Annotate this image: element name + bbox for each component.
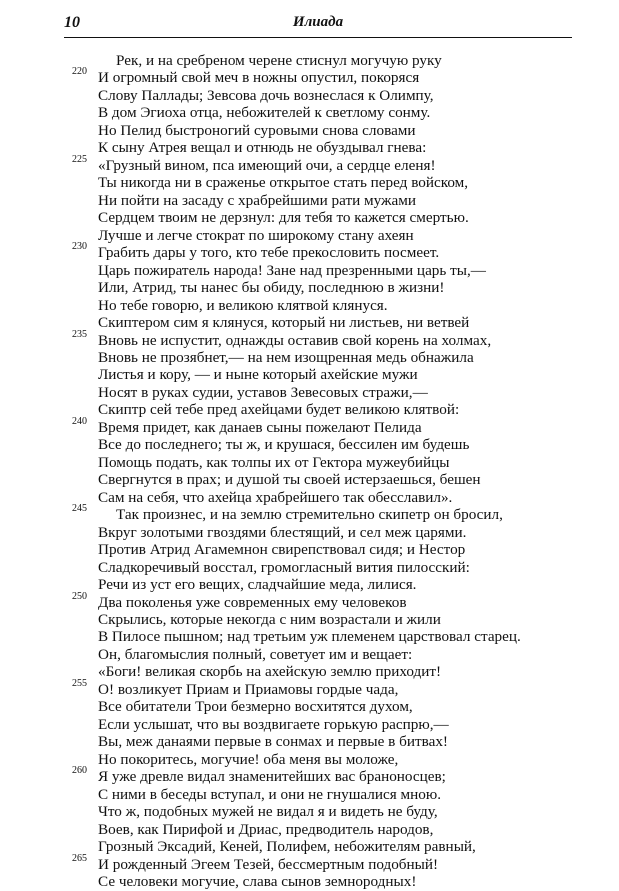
verse-line <box>98 611 568 628</box>
verse-text: Скиптером сим я клянуся, который ни листьев, ни ветвей <box>98 314 470 332</box>
verse-line <box>72 852 568 873</box>
verse-line <box>98 786 568 803</box>
verse-text: Воев, как Пирифой и Дриас, предводитель народов, <box>98 820 434 838</box>
verse-line <box>98 489 568 506</box>
verse-line <box>98 384 568 401</box>
line-number: 230 <box>72 241 87 253</box>
verse-block <box>72 52 568 891</box>
verse-line <box>98 227 568 244</box>
verse-line <box>98 821 568 838</box>
verse-text: В дом Эгиоха отца, небожителей к светлому сонму. <box>98 104 431 122</box>
line-number: 255 <box>72 677 87 689</box>
verse-text: Но тебе говорю, и великою клятвой клянуся. <box>98 296 388 314</box>
verse-line <box>98 209 568 226</box>
verse-text: Грабить дары у того, кто тебе прекословить посмеет. <box>98 244 440 262</box>
verse-text: Два поколенья уже современных ему человеков <box>98 593 407 611</box>
verse-text: Листья и кору, — и ныне который ахейские мужи <box>98 366 418 384</box>
verse-line <box>98 122 568 139</box>
verse-line <box>98 174 568 191</box>
verse-text: Вкруг золотыми гвоздями блестящий, и сел меж царями. <box>98 523 467 541</box>
verse-text: Вновь не испустит, однажды оставив свой корень на холмах, <box>98 331 492 349</box>
verse-line <box>98 401 568 418</box>
verse-text: К сыну Атрея вещал и отнюдь не обуздывал гнева: <box>98 139 427 157</box>
verse-text: С ними в беседы вступал, и они не гнушалися мною. <box>98 785 442 803</box>
verse-line <box>72 677 568 698</box>
verse-line <box>98 262 568 279</box>
verse-text: Но покоритесь, могучие! оба меня вы моложе, <box>98 750 399 768</box>
verse-text: Но Пелид быстроногий суровыми снова словами <box>98 121 416 139</box>
verse-line <box>98 349 568 366</box>
verse-line <box>98 279 568 296</box>
verse-line <box>98 314 568 331</box>
verse-text: Носят в руках судии, уставов Зевесовых стражи,— <box>98 383 428 401</box>
verse-line <box>98 139 568 156</box>
verse-line <box>98 698 568 715</box>
verse-line <box>72 765 568 786</box>
verse-line <box>98 192 568 209</box>
verse-text: Речи из уст его вещих, сладчайшие меда, лилися. <box>98 576 417 594</box>
verse-text: Так произнес, и на землю стремительно скипетр он бросил, <box>116 506 503 524</box>
verse-line <box>72 328 568 349</box>
verse-text: Слову Паллады; Зевсова дочь вознеслася к Олимпу, <box>98 86 434 104</box>
verse-text: Я уже древле видал знаменитейших вас браноносцев; <box>98 768 446 786</box>
verse-line <box>98 52 568 69</box>
verse-text: Все обитатели Трои безмерно восхитятся духом, <box>98 698 413 716</box>
verse-text: Свергнутся в прах; и душой ты своей истерзаешься, бешен <box>98 471 481 489</box>
line-number: 245 <box>72 503 87 515</box>
verse-text: Царь пожиратель народа! Зане над презренными царь ты,— <box>98 261 486 279</box>
verse-text: Время придет, как данаев сыны пожелают Пелида <box>98 418 422 436</box>
verse-line <box>72 241 568 262</box>
verse-text: Скрылись, которые некогда с ним возрастали и жили <box>98 611 441 628</box>
verse-line <box>98 471 568 488</box>
verse-line <box>98 646 568 663</box>
verse-text: Скиптр сей тебе пред ахейцами будет великою клятвой: <box>98 401 460 419</box>
verse-text: Все до последнего; ты ж, и крушася, бессилен им будешь <box>98 436 470 454</box>
verse-line <box>98 436 568 453</box>
verse-text: Против Атрид Агамемнон свирепствовал сидя; и Нестор <box>98 541 466 559</box>
verse-line <box>72 590 568 611</box>
verse-text: Он, благомыслия полный, советует им и вещает: <box>98 645 413 663</box>
verse-line <box>98 733 568 750</box>
verse-line <box>72 153 568 174</box>
verse-text: Ни пойти на засаду с храбрейшими рати мужами <box>98 191 416 209</box>
line-number: 220 <box>72 66 87 78</box>
verse-line <box>98 716 568 733</box>
verse-text: «Боги! великая скорбь на ахейскую землю приходит! <box>98 663 442 681</box>
line-number: 260 <box>72 765 87 777</box>
verse-line <box>98 524 568 541</box>
verse-line <box>98 628 568 645</box>
verse-text: Лучше и легче стократ по широкому стану ахеян <box>98 226 414 244</box>
line-number: 225 <box>72 153 87 165</box>
verse-text: О! возликует Приам и Приамовы гордые чада, <box>98 680 399 698</box>
verse-line <box>98 297 568 314</box>
line-number: 265 <box>72 852 87 864</box>
verse-text: Помощь подать, как толпы их от Гектора мужеубийцы <box>98 453 450 471</box>
verse-text: Грозный Эксадий, Кеней, Полифем, небожителям равный, <box>98 838 476 856</box>
verse-line <box>72 503 568 524</box>
verse-text: Ты никогда ни в сраженье открытое стать перед войском, <box>98 174 469 192</box>
verse-text: И огромный свой меч в ножны опустил, покоряся <box>98 69 420 87</box>
verse-line <box>98 104 568 121</box>
verse-line <box>98 541 568 558</box>
verse-text: Вновь не прозябнет,— на нем изощренная медь обнажила <box>98 348 474 366</box>
running-title: Илиада <box>292 14 344 30</box>
verse-text: Се человеки могучие, слава сынов земнородных! <box>98 873 417 891</box>
header-rule <box>64 37 572 38</box>
verse-line <box>98 87 568 104</box>
verse-line <box>98 751 568 768</box>
verse-line <box>98 366 568 383</box>
verse-text: Или, Атрид, ты нанес бы обиду, последнюю в жизни! <box>98 279 445 297</box>
verse-line <box>98 838 568 855</box>
verse-text: Рек, и на сребреном черене стиснул могучую руку <box>116 52 442 69</box>
verse-line <box>98 559 568 576</box>
verse-text: В Пилосе пышном; над третьим уж племенем царствовал старец. <box>98 628 521 646</box>
verse-line <box>98 663 568 680</box>
verse-text: Вы, меж данаями первые в сонмах и первые в битвах! <box>98 733 448 751</box>
verse-text: И рожденный Эгеем Тезей, бессмертным подобный! <box>98 855 439 873</box>
verse-line <box>98 873 568 890</box>
verse-line <box>72 66 568 87</box>
verse-text: Сам на себя, что ахейца храбрейшего так обесславил». <box>98 488 453 506</box>
verse-text: Сладкоречивый восстал, громогласный вития пилосский: <box>98 558 470 576</box>
verse-line <box>98 576 568 593</box>
line-number: 250 <box>72 590 87 602</box>
page-number: 10 <box>64 14 80 31</box>
verse-text: «Грузный вином, пса имеющий очи, а сердце еленя! <box>98 156 436 174</box>
verse-line <box>72 415 568 436</box>
verse-line <box>98 454 568 471</box>
verse-text: Если услышат, что вы воздвигаете горькую распрю,— <box>98 715 449 733</box>
verse-text: Сердцем твоим не дерзнул: для тебя то кажется смертью. <box>98 209 469 227</box>
verse-text: Что ж, подобных мужей не видал я и видеть не буду, <box>98 803 438 821</box>
line-number: 235 <box>72 328 87 340</box>
page-header <box>64 14 572 36</box>
verse-line <box>98 803 568 820</box>
line-number: 240 <box>72 415 87 427</box>
